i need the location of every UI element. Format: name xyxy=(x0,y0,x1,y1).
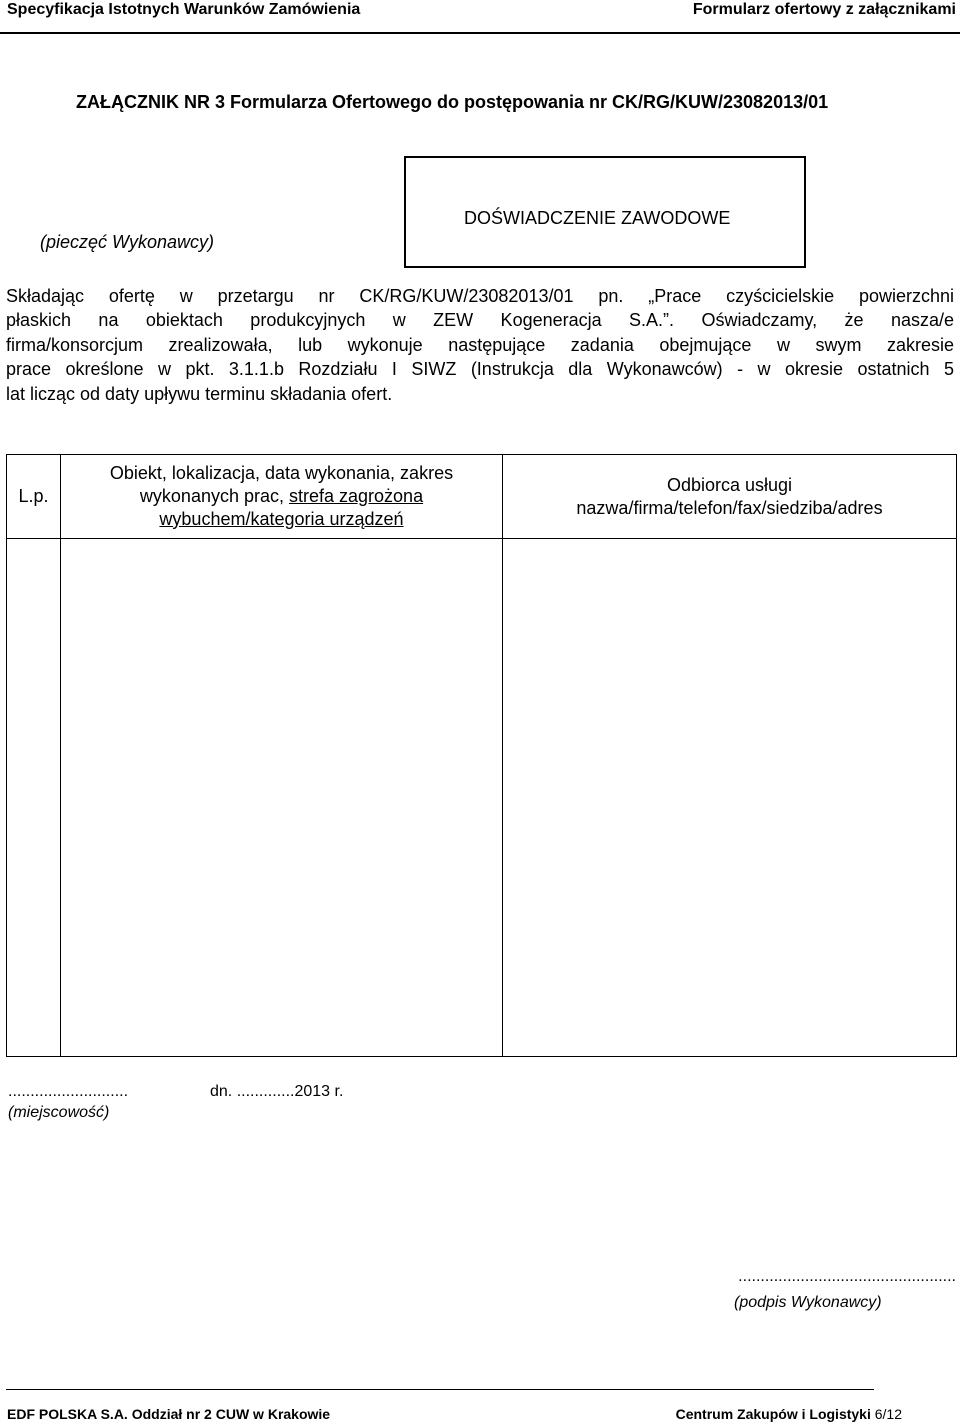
signature-dots[interactable]: ................................................. xyxy=(738,1268,956,1285)
table-cell-recipient[interactable] xyxy=(503,539,957,1057)
paragraph-line: prace określone w pkt. 3.1.1.b Rozdziału I SIWZ (Instrukcja dla Wykonawców) - w okresie ostatnich 5 xyxy=(6,359,954,380)
declaration-paragraph xyxy=(6,284,954,406)
table-cell-object[interactable] xyxy=(61,539,503,1057)
paragraph-line: lat licząc od daty upływu terminu składania ofert. xyxy=(6,383,393,404)
table-header-row xyxy=(7,455,957,539)
paragraph-line: Składając ofertę w przetargu nr CK/RG/KUW/23082013/01 pn. „Prace czyścicielskie powierzchni xyxy=(6,286,954,306)
experience-box-label: DOŚWIADCZENIE ZAWODOWE xyxy=(464,208,731,228)
experience-box xyxy=(404,156,806,268)
column-header-lp: L.p. xyxy=(7,455,61,539)
column-header-object-category: wybuchem/kategoria urządzeń xyxy=(159,509,404,529)
footer-left-text: EDF POLSKA S.A. Oddział nr 2 CUW w Krakowie xyxy=(7,1406,331,1422)
date-field[interactable]: dn. .............2013 r. xyxy=(210,1083,344,1100)
page-header xyxy=(0,0,960,34)
stamp-label: (pieczęć Wykonawcy) xyxy=(40,232,215,252)
page-number: 6/12 xyxy=(874,1406,902,1422)
paragraph-line: płaskich na obiektach produkcyjnych w ZEW Kogeneracja S.A.”. Oświadczamy, że nasza/e xyxy=(6,310,954,331)
header-left-text: Specyfikacja Istotnych Warunków Zamówienia xyxy=(7,1,361,18)
experience-table xyxy=(6,454,957,1057)
column-header-object xyxy=(61,455,503,539)
column-header-recipient-line2: nazwa/firma/telefon/fax/siedziba/adres xyxy=(576,497,883,518)
signature-label: (podpis Wykonawcy) xyxy=(734,1294,882,1311)
footer-right xyxy=(676,1406,902,1422)
footer-divider xyxy=(6,1389,874,1390)
footer-right-text: Centrum Zakupów i Logistyki xyxy=(675,1406,871,1422)
place-label: (miejscowość) xyxy=(8,1104,110,1121)
column-header-object-line2: wykonanych prac, xyxy=(139,486,289,506)
place-dots[interactable]: ........................... xyxy=(8,1083,129,1100)
column-header-object-hazard: strefa zagrożona xyxy=(289,486,424,506)
paragraph-line: firma/konsorcjum zrealizowała, lub wykonuje następujące zadania obejmujące w swym zakresie xyxy=(6,334,954,355)
column-header-recipient xyxy=(503,455,957,539)
document-title: ZAŁĄCZNIK NR 3 Formularza Ofertowego do postępowania nr CK/RG/KUW/23082013/01 xyxy=(76,92,829,112)
table-row xyxy=(7,539,957,1057)
header-right-text: Formularz ofertowy z załącznikami xyxy=(692,1,956,18)
table-cell-lp[interactable] xyxy=(7,539,61,1057)
column-header-object-line1: Obiekt, lokalizacja, data wykonania, zakres xyxy=(109,463,454,483)
column-header-recipient-line1: Odbiorca usługi xyxy=(666,474,793,495)
